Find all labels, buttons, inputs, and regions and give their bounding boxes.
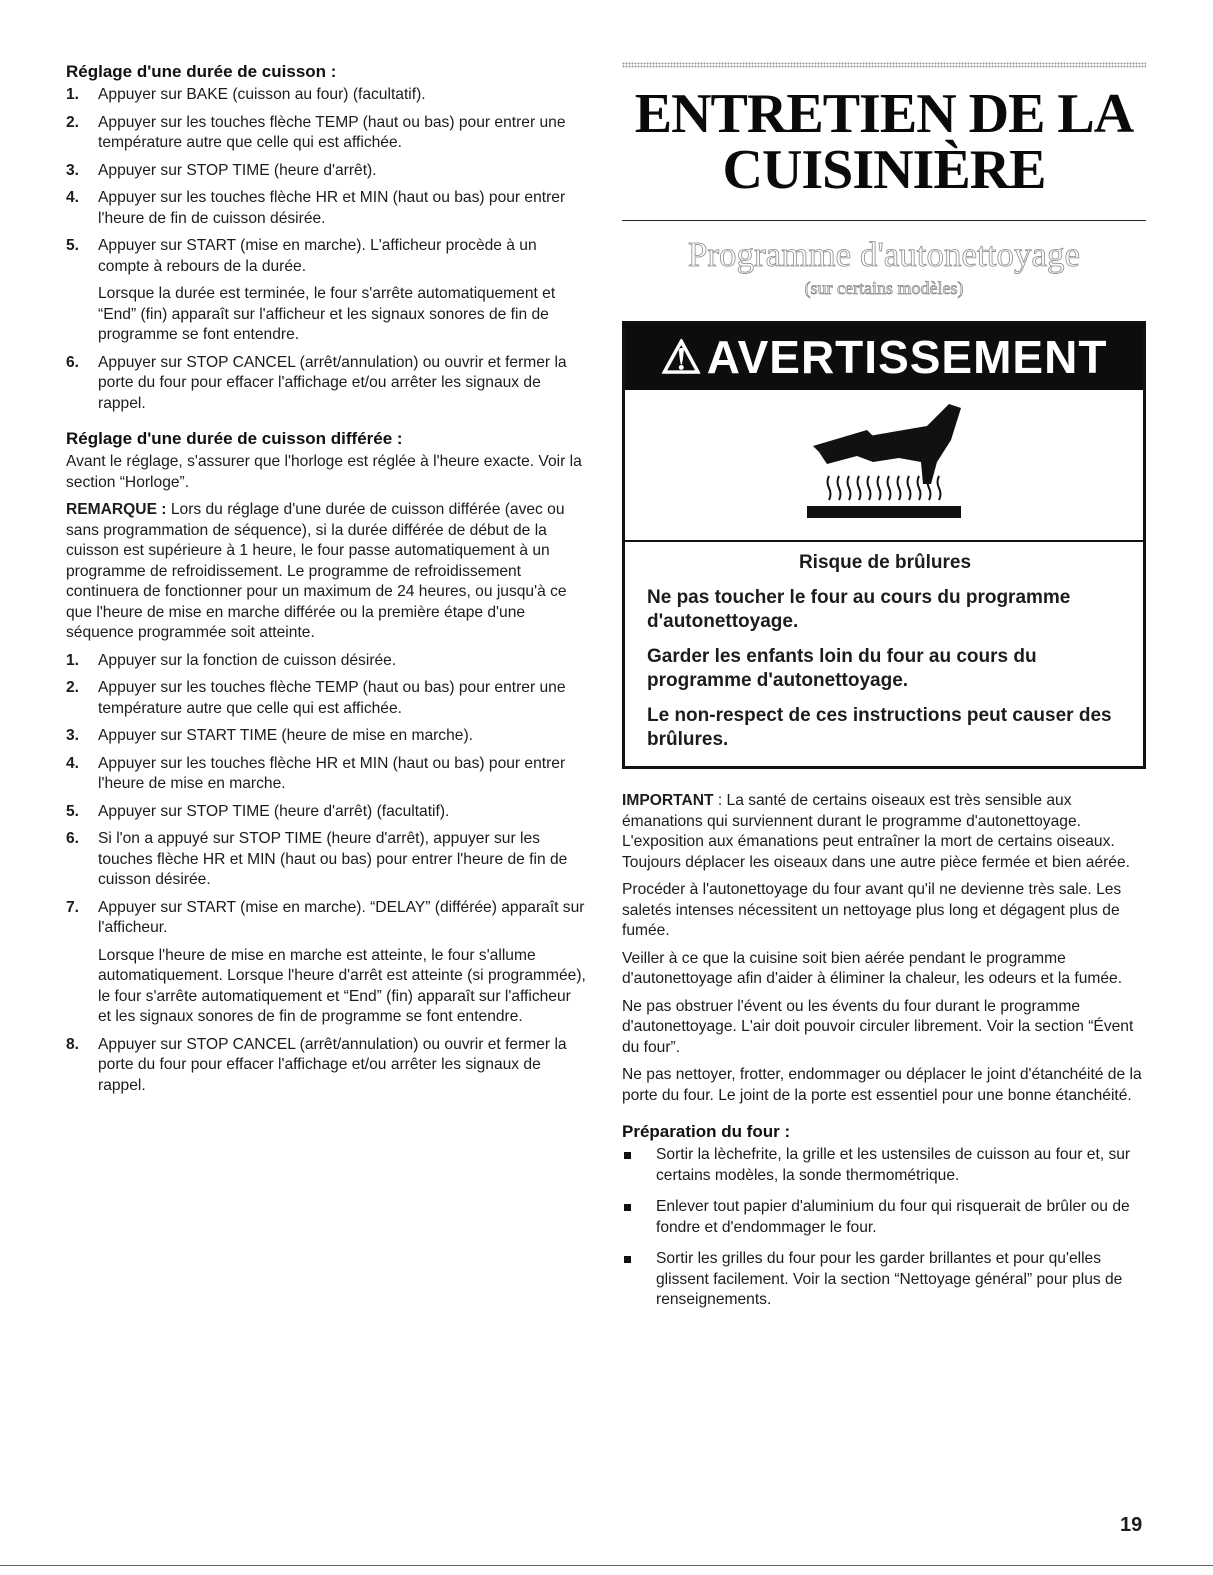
paragraph-gasket: Ne pas nettoyer, frotter, endommager ou déplacer le joint d'étanchéité de la porte du four. Le joint de la porte est essentiel pour une bonne étanchéité.: [622, 1066, 1142, 1104]
list-item: 7. Appuyer sur START (mise en marche). “DELAY” (différée) apparaît sur l'afficheur. Lorsque l'heure de mise en marche est atteinte, le four s'allume automatiquement. Lorsque l'heure d'arrêt est atteinte (si programmée), le four s'arrête automatiquement et “End” (fin) apparaît sur l'afficheur et les signaux sonores de fin de programme se font entendre.: [66, 898, 586, 1025]
program-subtitle: (sur certains modèles): [804, 278, 964, 298]
dotted-rule: [622, 62, 1146, 68]
list-item: 4. Appuyer sur les touches flèche HR et MIN (haut ou bas) pour entrer l'heure de fin de cuisson désirée.: [66, 189, 566, 227]
preparation-heading: Préparation du four :: [622, 1122, 791, 1141]
bullet-square-icon: [624, 1204, 631, 1211]
list-item: 5. Appuyer sur START (mise en marche). L'afficheur procède à un compte à rebours de la durée. Lorsque la durée est terminée, le four s'arrête automatiquement et “End” (fin) apparaît sur l'afficheur et les signaux sonores de fin de programme se font entendre.: [66, 237, 556, 343]
warning-header: [625, 324, 1143, 390]
program-title: Programme d'autonettoyage: [687, 235, 1081, 274]
page-number: 19: [1120, 1514, 1143, 1536]
list-item: 6. Si l'on a appuyé sur STOP TIME (heure d'arrêt), appuyer sur les touches flèche HR et MIN (haut ou bas) pour entrer l'heure de fin de cuisson désirée.: [66, 830, 568, 888]
paragraph-vents: Ne pas obstruer l'évent ou les évents du four durant le programme d'autonettoyage. L'air doit pouvoir circuler librement. Voir la section “Évent du four”.: [622, 997, 1134, 1056]
important-paragraph: IMPORTANT : La santé de certains oiseaux est très sensible aux émanations qui surviennent durant le programme d'autonettoyage. L'exposition aux émanations peut entraîner la mort de certains oiseaux. Toujours déplacer les oiseaux dans une autre pièce fermée et bien aérée.: [622, 792, 1130, 871]
delayed-intro: Avant le réglage, s'assurer que l'horloge est réglée à l'heure exacte. Voir la section “Horloge”.: [66, 453, 582, 491]
delayed-cook-heading: Réglage d'une durée de cuisson différée :: [66, 429, 403, 448]
warning-line-2: Garder les enfants loin du four au cours du programme d'autonettoyage.: [647, 646, 1037, 691]
list-item: 2. Appuyer sur les touches flèche TEMP (haut ou bas) pour entrer une température autre que celle qui est affichée.: [66, 679, 566, 717]
list-item: 2. Appuyer sur les touches flèche TEMP (haut ou bas) pour entrer une température autre que celle qui est affichée.: [66, 113, 566, 151]
paragraph-dirt: Procéder à l'autonettoyage du four avant qu'il ne devienne très sale. Les saletés intenses nécessitent un nettoyage plus long et dégagent plus de fumée.: [622, 881, 1122, 939]
warning-box: [622, 321, 1146, 769]
bullet-square-icon: [624, 1152, 631, 1159]
list-item: 1. Appuyer sur la fonction de cuisson désirée.: [66, 651, 397, 669]
list-item: 4. Appuyer sur les touches flèche HR et MIN (haut ou bas) pour entrer l'heure de mise en marche.: [66, 754, 566, 792]
warning-risk: Risque de brûlures: [798, 552, 972, 573]
hand-heat-icon: [799, 400, 969, 530]
cook-time-heading: Réglage d'une durée de cuisson :: [66, 62, 337, 81]
bottom-rule: [0, 1565, 1213, 1566]
page-title: ENTRETIEN DE LA CUISINIÈRE: [634, 83, 1134, 201]
title-divider: [622, 220, 1146, 221]
left-column: [66, 62, 588, 1103]
remark-label: REMARQUE :: [66, 501, 167, 518]
warning-label: AVERTISSEMENT: [706, 331, 1108, 383]
list-item: 5. Appuyer sur STOP TIME (heure d'arrêt) (facultatif).: [66, 802, 450, 820]
paragraph-ventilation: Veiller à ce que la cuisine soit bien aérée pendant le programme d'autonettoyage afin d'aider à éliminer la chaleur, les odeurs et la fumée.: [622, 949, 1123, 987]
burn-hazard-icon: [625, 390, 1143, 542]
right-column: [622, 62, 1146, 1322]
warning-line-1: Ne pas toucher le four au cours du programme d'autonettoyage.: [647, 587, 1071, 632]
important-label: IMPORTANT: [622, 792, 714, 809]
list-item: 1. Appuyer sur BAKE (cuisson au four) (facultatif).: [66, 86, 426, 103]
list-item: Sortir les grilles du four pour les garder brillantes et pour qu'elles glissent facilement. Voir la section “Nettoyage général” pour plus de renseignements.: [622, 1249, 1146, 1311]
list-item: 6. Appuyer sur STOP CANCEL (arrêt/annulation) ou ouvrir et fermer la porte du four pour effacer l'affichage et/ou arrêter les signaux de rappel.: [66, 353, 567, 412]
list-item: Sortir la lèchefrite, la grille et les ustensiles de cuisson au four et, sur certains modèles, la sonde thermométrique.: [622, 1145, 1146, 1186]
warning-line-3: Le non-respect de ces instructions peut causer des brûlures.: [647, 705, 1112, 750]
list-item: 3. Appuyer sur STOP TIME (heure d'arrêt).: [66, 161, 377, 179]
list-item: 3. Appuyer sur START TIME (heure de mise en marche).: [66, 727, 473, 744]
remark-paragraph: REMARQUE : Lors du réglage d'une durée de cuisson différée (avec ou sans programmation de séquence), si la durée différée de début de la cuisson est supérieure à 1 heure, le four passe automatiquement à un programme de refroidissement. Le programme de refroidissement continuera de fonctionner pour un maximum de 24 heures, ou jusqu'à ce que l'heure de mise en marche différée ou la première étape d'une séquence programmée soit atteinte.: [66, 501, 567, 641]
warning-triangle-icon: ⚠: [660, 331, 703, 383]
bullet-square-icon: [624, 1256, 631, 1263]
delayed-cook-steps: [66, 651, 588, 1097]
list-item: Enlever tout papier d'aluminium du four qui risquerait de brûler ou de fondre et d'endommager le four.: [622, 1197, 1146, 1238]
list-item: 8. Appuyer sur STOP CANCEL (arrêt/annulation) ou ouvrir et fermer la porte du four pour effacer l'affichage et/ou arrêter les signaux de rappel.: [66, 1035, 567, 1094]
warning-text: [625, 542, 1143, 766]
cook-time-steps: [66, 85, 588, 414]
preparation-list: [622, 1145, 1146, 1311]
